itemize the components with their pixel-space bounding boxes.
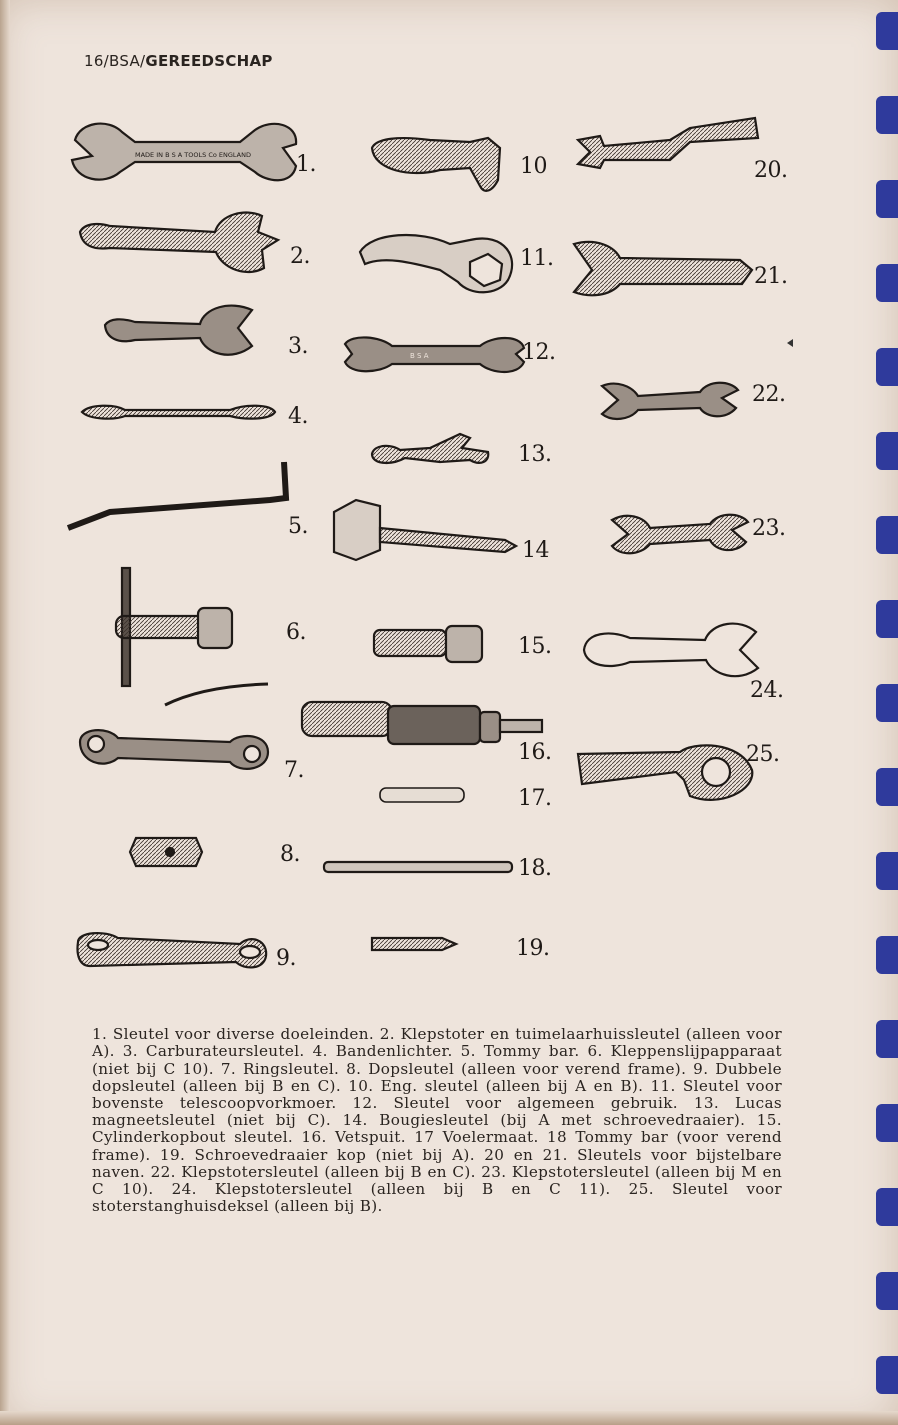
binding-ring (876, 12, 898, 50)
binding-ring (876, 852, 898, 890)
tool-17-feeler-gauge (380, 788, 464, 802)
label-1: 1. (296, 152, 316, 177)
label-7: 7. (284, 758, 304, 783)
label-23: 23. (752, 516, 786, 541)
label-9: 9. (276, 946, 296, 971)
tool-14-plug-spanner (334, 500, 516, 560)
label-16: 16. (518, 740, 552, 765)
tool-22-tappet-spanner (602, 383, 738, 419)
label-15: 15. (518, 634, 552, 659)
tool-12-engraving: B S A (410, 352, 429, 360)
binding-ring (876, 348, 898, 386)
label-20: 20. (754, 158, 788, 183)
label-21: 21. (754, 264, 788, 289)
tool-24-tappet-spanner (584, 624, 758, 677)
tool-18-tommy-bar (324, 862, 512, 872)
label-3: 3. (288, 334, 308, 359)
tool-15-box-spanner (374, 626, 482, 662)
tool-16-grease-gun (302, 702, 542, 744)
tool-19-screwdriver-bit (372, 938, 456, 950)
label-2: 2. (290, 244, 310, 269)
label-25: 25. (746, 742, 780, 767)
label-13: 13. (518, 442, 552, 467)
binding-ring (876, 516, 898, 554)
page-edge-bottom (0, 1411, 898, 1425)
binding-ring (876, 936, 898, 974)
margin-marker (787, 339, 793, 347)
binding-ring (876, 1188, 898, 1226)
label-19: 19. (516, 936, 550, 961)
label-8: 8. (280, 842, 300, 867)
binding-ring (876, 1356, 898, 1394)
binding-ring (876, 1272, 898, 1310)
label-11: 11. (520, 246, 554, 271)
tool-23-tappet-spanner (612, 515, 748, 554)
tool-1-engraving: MADE IN B S A TOOLS Co ENGLAND (135, 151, 251, 159)
binding-ring (876, 600, 898, 638)
tool-2-spanner (80, 213, 278, 272)
tool-11-c-spanner (360, 235, 512, 292)
tool-20-hub-spanner (578, 118, 758, 168)
header-prefix: 16/BSA/ (84, 52, 146, 70)
tool-10-adjustable-spanner (372, 138, 500, 191)
label-5: 5. (288, 514, 308, 539)
binding-ring (876, 264, 898, 302)
binding-ring (876, 684, 898, 722)
tool-13-magneto-spanner (372, 434, 488, 463)
label-22: 22. (752, 382, 786, 407)
label-12: 12. (522, 340, 556, 365)
binding-ring (876, 180, 898, 218)
spiral-binding (872, 0, 898, 1425)
label-6: 6. (286, 620, 306, 645)
label-10: 10 (520, 154, 547, 179)
tool-9-box-spanner (78, 933, 267, 967)
binding-ring (876, 1104, 898, 1142)
binding-ring (876, 432, 898, 470)
tool-21-hub-spanner (574, 242, 752, 295)
tool-5-tommy-bar (68, 462, 286, 528)
binding-ring (876, 96, 898, 134)
tool-1-spanner (72, 124, 296, 181)
label-14: 14 (522, 538, 549, 563)
tool-4-tyre-lever (82, 406, 275, 419)
label-18: 18. (518, 856, 552, 881)
tool-7-ring-spanner (80, 730, 268, 769)
legend-caption: 1. Sleutel voor diverse doeleinden. 2. Klepstoter en tuimelaarhuissleutel (alleen voor A). 3. Carburateursleutel. 4. Bandenlichter. 5. Tommy bar. 6. Kleppenslijpapparaat (niet bij C 10). 7. Ringsleutel. 8. Dopsleutel (alleen voor verend frame). 9. Dubbele dopsleutel (alleen bij B en C). 10. Eng. sleutel (alleen bij A en B). 11. Sleutel voor bovenste telescoopvorkmoer. 12. Sleutel voor algemeen gebruik. 13. Lucas magneetsleutel (niet bij C). 14. Bougiesleutel (bij A met schroevedraaier). 15. Cylinderkopbout sleutel. 16. Vetspuit. 17 Voelermaat. 18 Tommy bar (voor verend frame). 19. Schroevedraaier kop (niet bij A). 20 en 21. Sleutels voor bijstelbare naven. 22. Klepstotersleutel (alleen bij B en C). 23. Klepstotersleutel (alleen bij M en C 10). 24. Klepstotersleutel (alleen bij B en C 11). 25. Sleutel voor stoterstanghuisdeksel (alleen bij B). (92, 1025, 782, 1216)
tool-8-socket (130, 838, 202, 866)
tool-12-spanner (345, 337, 524, 372)
tool-3-spanner (105, 306, 252, 355)
header-section: GEREEDSCHAP (145, 52, 273, 70)
binding-ring (876, 768, 898, 806)
tool-25-c-spanner (578, 745, 752, 799)
binding-ring (876, 1020, 898, 1058)
tool-6-valve-grinder (116, 568, 268, 705)
label-4: 4. (288, 404, 308, 429)
label-24: 24. (750, 678, 784, 703)
label-17: 17. (518, 786, 552, 811)
